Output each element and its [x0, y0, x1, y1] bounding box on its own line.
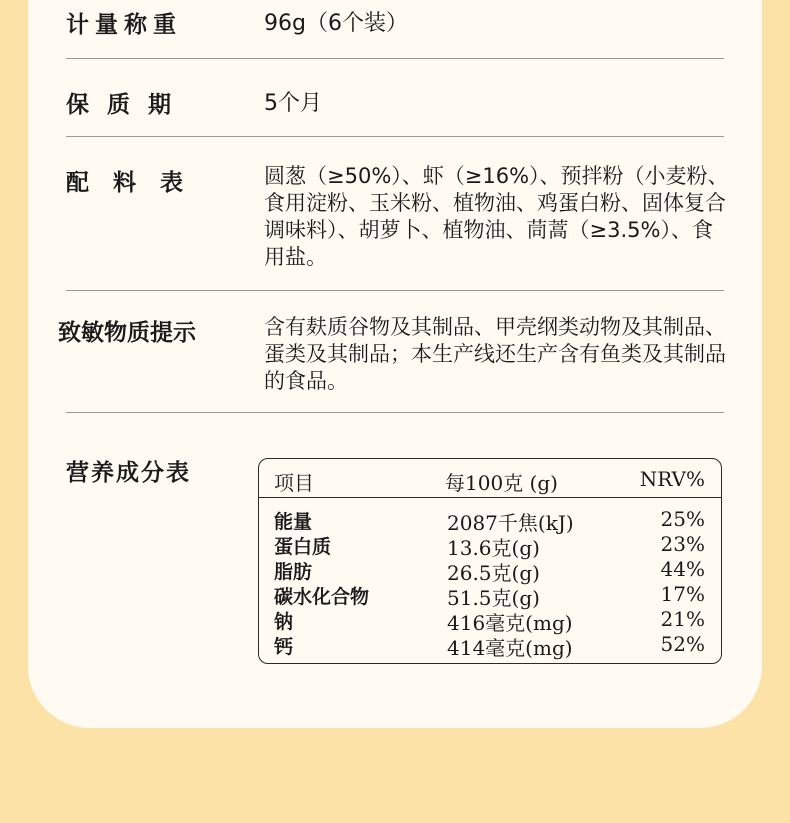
divider	[66, 290, 724, 291]
allergen-label: 致敏物质提示	[58, 320, 196, 346]
table-row	[259, 632, 721, 660]
divider	[66, 412, 724, 413]
nutrient-name: 能量	[274, 511, 313, 533]
nutrient-amount: 416毫克(mg)	[447, 611, 573, 635]
nutrient-name: 蛋白质	[274, 536, 332, 558]
header-per-100g: 每100克 (g)	[445, 471, 558, 495]
nutrition-table-header	[259, 459, 721, 498]
nutrient-amount: 26.5克(g)	[447, 561, 540, 585]
nutrient-nrv: 17%	[660, 582, 705, 606]
ingredients-label: 配料表	[66, 170, 207, 196]
table-row	[259, 607, 721, 635]
weight-label: 计量称重	[66, 12, 182, 38]
nutrient-name: 脂肪	[274, 561, 313, 583]
allergen-row	[58, 312, 726, 402]
shelf-life-value: 5个月	[264, 91, 322, 116]
nutrient-nrv: 44%	[660, 557, 705, 581]
header-item: 项目	[274, 471, 314, 495]
shelf-life-label: 保质期	[66, 92, 189, 118]
table-row	[259, 507, 721, 535]
nutrient-amount: 51.5克(g)	[447, 586, 540, 610]
nutrient-amount: 13.6克(g)	[447, 536, 540, 560]
weight-value: 96g（6个装）	[264, 11, 408, 36]
nutrient-nrv: 52%	[660, 632, 705, 656]
table-row	[259, 557, 721, 585]
weight-row	[66, 4, 724, 44]
divider	[66, 58, 724, 59]
nutrient-name: 钠	[274, 611, 294, 633]
nutrition-table	[258, 458, 722, 664]
spec-card	[28, 0, 762, 728]
ingredients-row	[66, 162, 729, 282]
ingredients-value: 圆葱（≥50%）、虾（≥16%）、预拌粉（小麦粉、食用淀粉、玉米粉、植物油、鸡蛋白粉、固体复合调味料）、胡萝卜、植物油、茼蒿（≥3.5%）、食用盐。	[264, 164, 729, 269]
nutrition-label: 营养成分表	[66, 460, 191, 486]
nutrient-name: 碳水化合物	[274, 586, 370, 608]
table-row	[259, 582, 721, 610]
header-nrv: NRV%	[639, 467, 705, 491]
nutrient-nrv: 23%	[660, 532, 705, 556]
shelf-life-row	[66, 84, 724, 124]
nutrient-name: 钙	[274, 636, 294, 658]
nutrient-amount: 2087千焦(kJ)	[447, 511, 574, 535]
divider	[66, 136, 724, 137]
table-row	[259, 532, 721, 560]
nutrient-nrv: 21%	[660, 607, 705, 631]
allergen-value: 含有麸质谷物及其制品、甲壳纲类动物及其制品、蛋类及其制品；本生产线还生产含有鱼类及其制品的食品。	[264, 315, 726, 393]
nutrient-amount: 414毫克(mg)	[447, 636, 573, 660]
nutrient-nrv: 25%	[660, 507, 705, 531]
